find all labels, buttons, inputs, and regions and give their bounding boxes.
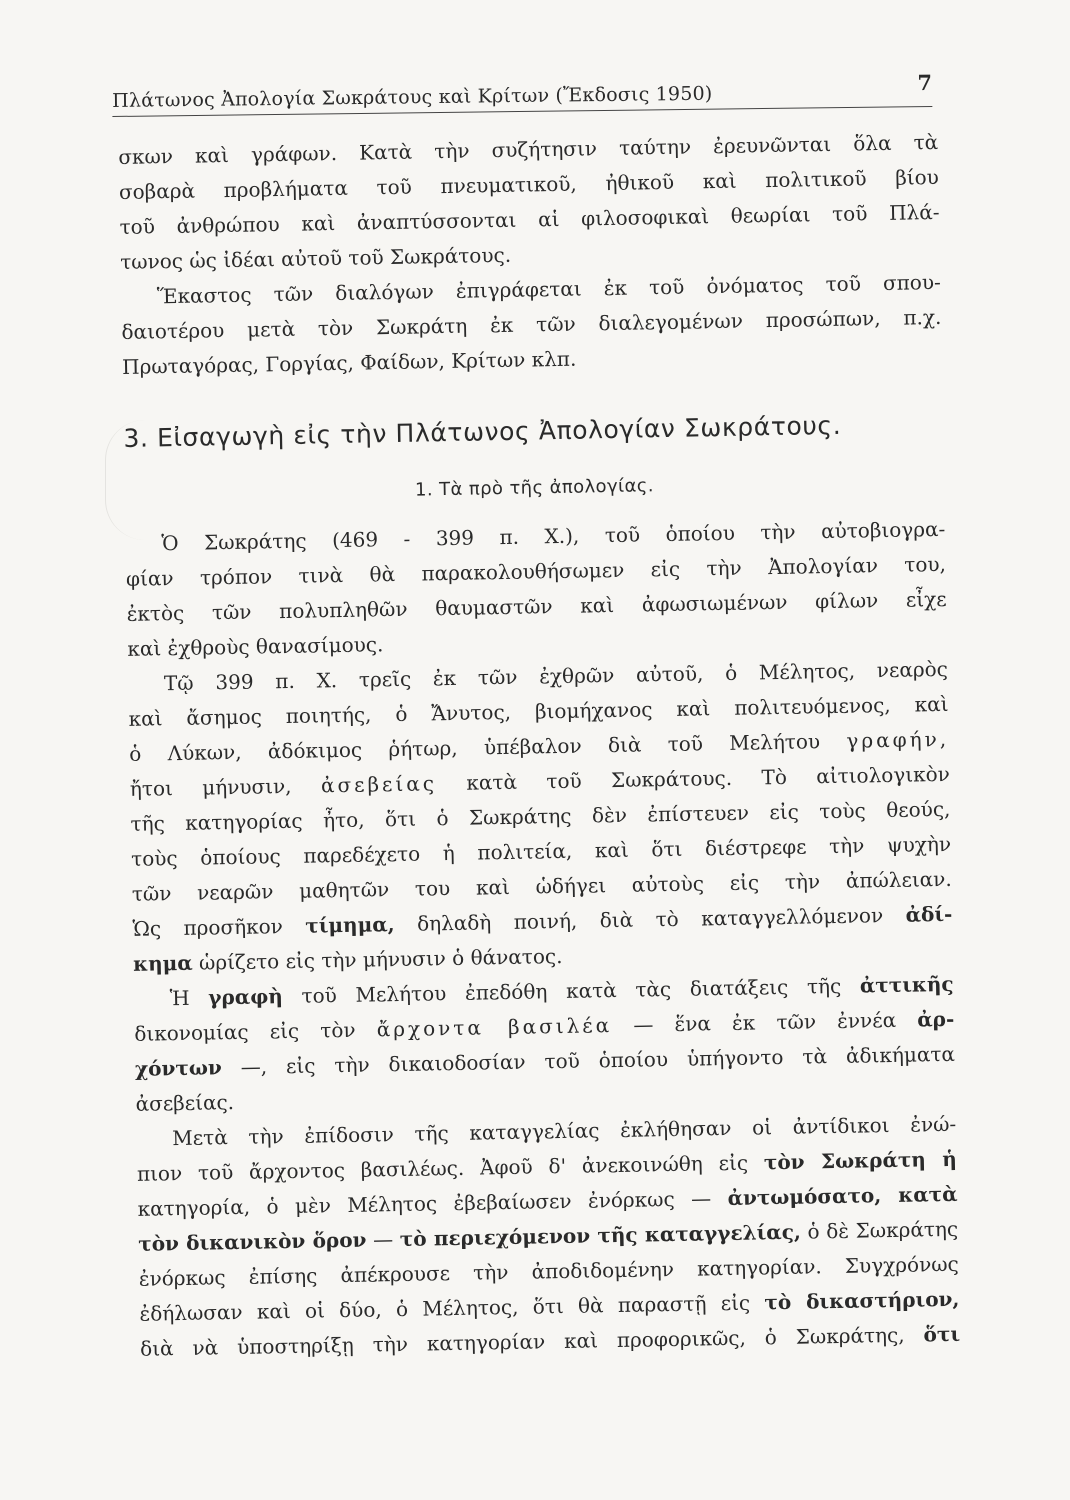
text-span: διὰ νὰ ὑποστηρίξῃ τὴν κατηγορίαν καὶ προφορικῶς, ὁ Σωκράτης,: [139, 1322, 905, 1361]
text-span: δικονομίας εἰς τὸν: [134, 1017, 356, 1046]
text-line: Ὁ Σωκράτης (469 - 399 π. Χ.), τοῦ ὁποίου τὴν αὐτοβιογρα-: [161, 516, 946, 556]
paragraph-4: [128, 652, 954, 982]
bold-term: κημα: [132, 950, 193, 976]
bold-term: χόντων: [134, 1055, 222, 1081]
text-span: ἤτοι μήνυσιν,: [129, 773, 292, 801]
text-span: ἐδήλωσαν καὶ οἱ δύο, ὁ Μέλητος, ὅτι θὰ παραστῇ εἰς: [139, 1290, 751, 1326]
text-line: τῆς κατηγορίας ἦτο, ὅτι ὁ Σωκράτης δὲν ἐπίστευεν εἰς τοὺς θεούς,: [130, 796, 951, 836]
running-title: Πλάτωνος Ἀπολογία Σωκράτους καὶ Κρίτων (Ἔκδοσις 1950): [112, 82, 713, 112]
text-span: —, εἰς τὴν δικαιοδοσίαν τοῦ ὁποίου ὑπήγοντο τὰ ἀδικήματα: [240, 1041, 956, 1079]
paragraph-3: [125, 512, 947, 667]
text-line: τοῦ ἀνθρώπου καὶ ἀναπτύσσονται αἱ φιλοσοφικαὶ θεωρίαι τοῦ Πλά-: [119, 199, 940, 239]
bold-term: ἀρ-: [917, 1006, 955, 1032]
bold-term: τὸ δικαστήριον,: [764, 1286, 960, 1315]
bold-term: τίμημα,: [305, 912, 395, 938]
paragraph-1: [118, 125, 940, 280]
page-number: 7: [917, 69, 933, 96]
bold-term: τὸν δικανικὸν ὅρον: [138, 1227, 367, 1256]
text-line: τοὺς ὁποίους παρεδέχετο ἡ πολιτεία, καὶ ὅτι διέστρεφε τὴν ψυχὴν: [130, 831, 952, 871]
bold-term: ἀντωμόσατο, κατὰ: [727, 1181, 958, 1211]
text-span: Ἡ: [169, 985, 190, 1011]
spaced-term: ἀσεβείας: [320, 771, 438, 798]
text-span: κατηγορία, ὁ μὲν Μέλητος ἐβεβαίωσεν ἐνόρκως —: [137, 1186, 712, 1221]
running-header: [112, 69, 933, 117]
bold-term: γραφὴ: [208, 984, 284, 1010]
text-span: —: [372, 1227, 394, 1252]
text-span: τοῦ Μελήτου ἐπεδόθη κατὰ τὰς διατάξεις τῆς: [301, 973, 842, 1008]
text-line: Τῷ 399 π. Χ. τρεῖς ἐκ τῶν ἐχθρῶν αὐτοῦ, ὁ Μέλητος, νεαρὸς: [163, 656, 949, 696]
paragraph-6: [136, 1107, 960, 1367]
spaced-term: γραφήν,: [846, 726, 950, 753]
text-line: φίαν τρόπον τινὰ θὰ παρακολουθήσωμεν εἰς τὴν Ἀπολογίαν του,: [125, 551, 947, 591]
text-line: καὶ ἐχθροὺς θανασίμους.: [127, 632, 384, 661]
text-span: ὡρίζετο εἰς τὴν μήνυσιν ὁ θάνατος.: [198, 943, 563, 975]
text-line: ἀσεβείας.: [135, 1090, 235, 1116]
bold-term: ἀττικῆς: [859, 971, 954, 998]
section-heading: 3. Εἰσαγωγὴ εἰς τὴν Πλάτωνος Ἀπολογίαν Σωκράτους.: [123, 410, 842, 453]
text-line: δαιοτέρου μετὰ τὸν Σωκράτη ἐκ τῶν διαλεγομένων προσώπων, π.χ.: [121, 304, 942, 344]
text-span: κατὰ τοῦ Σωκράτους. Τὸ αἰτιολογικὸν: [466, 761, 950, 795]
subsection-heading: 1. Τὰ πρὸ τῆς ἀπολογίας.: [414, 475, 655, 501]
text-line: Μετὰ τὴν ἐπίδοσιν τῆς καταγγελίας ἐκλήθησαν οἱ ἀντίδικοι ἐνώ-: [172, 1111, 957, 1151]
bold-term: τὸ περιεχόμενον τῆς καταγγελίας,: [399, 1219, 802, 1252]
text-line: Ἕκαστος τῶν διαλόγων ἐπιγράφεται ἐκ τοῦ ὀνόματος τοῦ σπου-: [156, 269, 941, 309]
text-line: Πρωταγόρας, Γοργίας, Φαίδων, Κρίτων κλπ.: [121, 346, 577, 379]
text-line: ἐκτὸς τῶν πολυπληθῶν θαυμαστῶν καὶ ἀφωσιωμένων φίλων εἶχε: [126, 586, 947, 626]
text-line: τῶν νεαρῶν μαθητῶν του καὶ ὡδήγει αὐτοὺς εἰς τὴν ἀπώλειαν.: [131, 866, 952, 906]
text-span: πιον τοῦ ἄρχοντος βασιλέως. Ἀφοῦ δ' ἀνεκοινώθη εἰς: [136, 1150, 749, 1186]
bold-term: ἀδί-: [905, 901, 953, 927]
text-line: σκων καὶ γράφων. Κατὰ τὴν συζήτησιν ταύτην ἐρευνῶνται ὅλα τὰ: [118, 129, 939, 169]
text-span: ὁ Λύκων, ἀδόκιμος ῥήτωρ, ὑπέβαλον διὰ τοῦ Μελήτου: [129, 729, 821, 766]
text-span: δηλαδὴ ποινή, διὰ τὸ καταγγελλόμενον: [416, 903, 884, 936]
bold-term: ὅτι: [923, 1321, 961, 1347]
text-line: τωνος ὡς ἰδέαι αὐτοῦ τοῦ Σωκράτους.: [120, 242, 512, 274]
text-span: Ὡς προσῆκον: [132, 914, 284, 941]
text-span: ὁ δὲ Σωκράτης: [807, 1216, 959, 1244]
text-line: ἐνόρκως ἐπίσης ἀπέκρουσε τὴν ἀποδιδομένην κατηγορίαν. Συγχρόνως: [138, 1251, 959, 1291]
text-span: — ἕνα ἐκ τῶν ἐννέα: [633, 1007, 897, 1037]
text-line: σοβαρὰ προβλήματα τοῦ πνευματικοῦ, ἠθικοῦ καὶ πολιτικοῦ βίου: [118, 164, 940, 204]
spaced-term: ἄρχοντα βασιλέα: [376, 1013, 613, 1042]
text-line: καὶ ἄσημος ποιητής, ὁ Ἄνυτος, βιομήχανος καὶ πολιτευόμενος, καὶ: [128, 691, 949, 731]
body-text: [118, 125, 960, 1367]
bold-term: τὸν Σωκράτη ἡ: [763, 1146, 958, 1175]
paragraph-2: [121, 265, 943, 385]
paragraph-5: [133, 967, 955, 1122]
